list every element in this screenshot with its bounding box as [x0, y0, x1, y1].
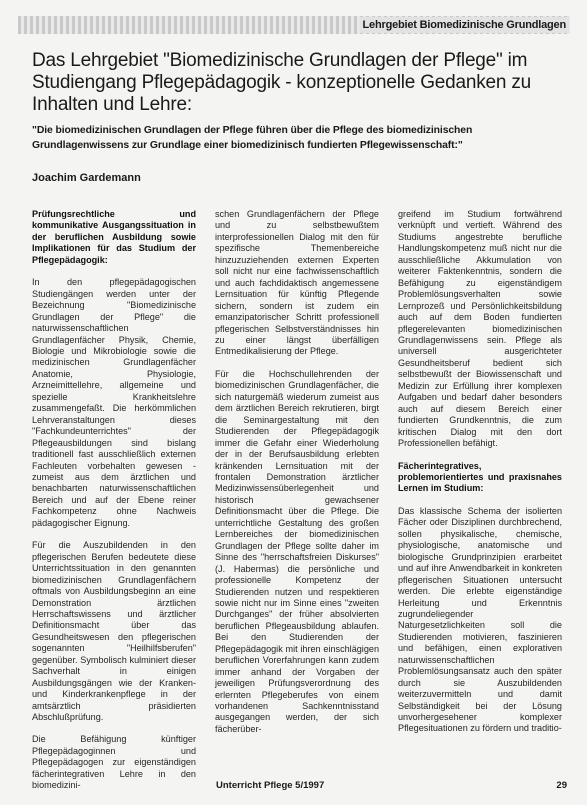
page-number: 29: [556, 780, 567, 791]
paragraph: Das klassische Schema der isolierten Fächer oder Disziplinen durchbrechend, sollen physikalische, chemische, physiologische, anatomische und biologische Grundprinzipien erarbeitet und auf ihre Anwendbarkeit in konkreten pflegerischen Situationen untersucht werden. Die erlebte eigenständige Herleitung und Erkenntnis zugrundeliegender Naturgesetzlichkeiten soll die Studierenden motivieren, faszinieren und befähigen, einen explorativen naturwissenschaftlichen Problemlösungsansatz auch den später durch sie Auszubildenden weiterzuvermitteln und damit Selbständigkeit bei der Lösung unvorhergesehener komplexer Pflegesituationen zu fördern und traditio-: [398, 505, 562, 734]
section-heading: Fächerintegratives, problemorientiertes und praxisnahes Lernen im Studium:: [398, 460, 562, 494]
author-name: Joachim Gardemann: [32, 172, 141, 184]
paragraph: Die Befähigung künftiger Pflegepädagoginnen und Pflegepädagogen zur eigenständigen fächerintegrativen Lehre in den biomedizini-: [32, 734, 196, 791]
section-header: Lehrgebiet Biomedizinische Grundlagen: [360, 17, 569, 33]
paragraph: greifend im Studium fortwährend verknüpft und vertieft. Während des Studiums angestrebte berufliche Handlungskompetenz muß nicht nur die ausschließliche Akkumulation von weiterer Faktenkenntnis, sondern die Befähigung zu eigenständigem Problemlösungsverhalten sowie Lernprozeß und Persönlichkeitsbildung auch auf dem Boden fundierten pflegerelevanten biomedizinischen Grundlagenwissens sein. Pflege als universell ausgerichteter Gesundheitsberuf bedient sich selbstbewußt der Biowissenschaft und Medizin zur Erfüllung ihrer komplexen Aufgaben und bedarf daher besonders auch auf diesem Bereich einer fundierten Grundkenntnis, die zum kritischen Dialog mit den dort Professionellen befähigt.: [398, 209, 562, 449]
paragraph: Für die Hochschullehrenden der biomedizinischen Grundlagenfächer, die sich naturgemäß wiederum zumeist aus dem ärztlichen Bereich rekrutieren, birgt die Seminargestaltung mit den Studierenden der Pflegepädagogik immer die Gefahr einer Wiederholung der in der Berufsausbildung erlebten kränkenden Lernsituation mit der frontalen Demonstration ärztlicher Medizinwissensüberlegenheit und historisch gewachsener Definitionsmacht über die Pflege. Die unterrichtliche Gestaltung des großen Lernbereiches der biomedizinischen Grundlagen der Pflege sollte daher im Sinne des "herrschaftsfreien Diskurses" (J. Habermas) die persönliche und professionelle Kompetenz der Studierenden nutzen und respektieren sowie nicht nur im Sinne eines "zweiten Durchganges" der früher absolvierten beruflichen Pflegeausbildung ablaufen. Bei den Studierenden der Pflegepädagogik mit ihren einschlägigen beruflichen Vorerfahrungen kann zudem immer anhand der Vorgaben der jeweiligen Prüfungsverordnung des erlernten Pflegeberufes von einem vorhandenen Sachkenntnisstand ausgegangen werden, der sich fächerüber-: [215, 368, 379, 734]
journal-citation: Unterricht Pflege 5/1997: [216, 780, 325, 791]
paragraph: In den pflegepädagogischen Studiengängen werden unter der Bezeichnung "Biomedizinische Grundlagen der Pflege" die naturwissenschaftlichen Grundlagenfächer Physik, Chemie, Biologie und Mikrobiologie sowie die medizinischen Grundlagenfächer Anatomie, Physiologie, Arzneimittellehre, allgemeine und spezielle Krankheitslehre zusammengefaßt. Die herkömmlichen Lehrveranstaltungen dieses "Fachkundeunterrichtes" der Pflegeausbildungen sind bislang traditionell fast ausschließlich externen Fachleuten vorbehalten gewesen - zumeist aus dem ärztlichen und benachbarten naturwissenschaftlichen Bereich und auf der Ebene reiner Fachkompetenz ohne Nachweis pädagogischer Eignung.: [32, 277, 196, 528]
paragraph: Für die Auszubildenden in den pflegerischen Berufen bedeutete diese Unterrichtssituation in den genannten biomedizinischen Grundlagenfächern oftmals von Ausbildungsbeginn an eine Demonstration ärztlichen Herrschaftswissens und ärztlicher Definitionsmacht über das Gesundheitswesen den pflegerischen sogenannten "Heilhilfsberufen" gegenüber. Symbolisch kulminiert dieser Sachverhalt in einigen Ausbildungsgängen wie der Kranken- und Kinderkrankenpflege in der amtsärztlich präsidierten Abschlußprüfung.: [32, 540, 196, 723]
column-3: [398, 209, 562, 771]
article-title: Das Lehrgebiet "Biomedizinische Grundlagen der Pflege" im Studiengang Pflegepädagogik - konzeptionelle Gedanken zu Inhalten und Lehre:: [32, 50, 532, 115]
column-2: [215, 209, 379, 771]
paragraph: schen Grundlagenfächern der Pflege und zu selbstbewußtem interprofessionellen Dialog mit den für spezifische Themenbereiche hinzuzuziehenden externen Experten soll nicht nur eine fachwissenschaftlich und auch fachdidaktisch angemessene Lernsituation für künftig Pflegende sichern, sondern ist zudem ein emanzipatorischer Schritt professionell pflegerischen Selbstverständnisses hin zu einer längst überfälligen Entmedikalisierung der Pflege.: [215, 209, 379, 357]
section-heading: Prüfungsrechtliche und kommunikative Ausgangssituation in der beruflichen Ausbildung sowie Implikationen für das Studium der Pflegepädagogik:: [32, 209, 196, 265]
article-subtitle: "Die biomedizinischen Grundlagen der Pflege führen über die Pflege des biomedizinischen Grundlagenwissens zur Grundlage einer biomedizinisch fundierten Pflegewissenschaft:": [32, 125, 473, 151]
column-1: [32, 209, 196, 791]
